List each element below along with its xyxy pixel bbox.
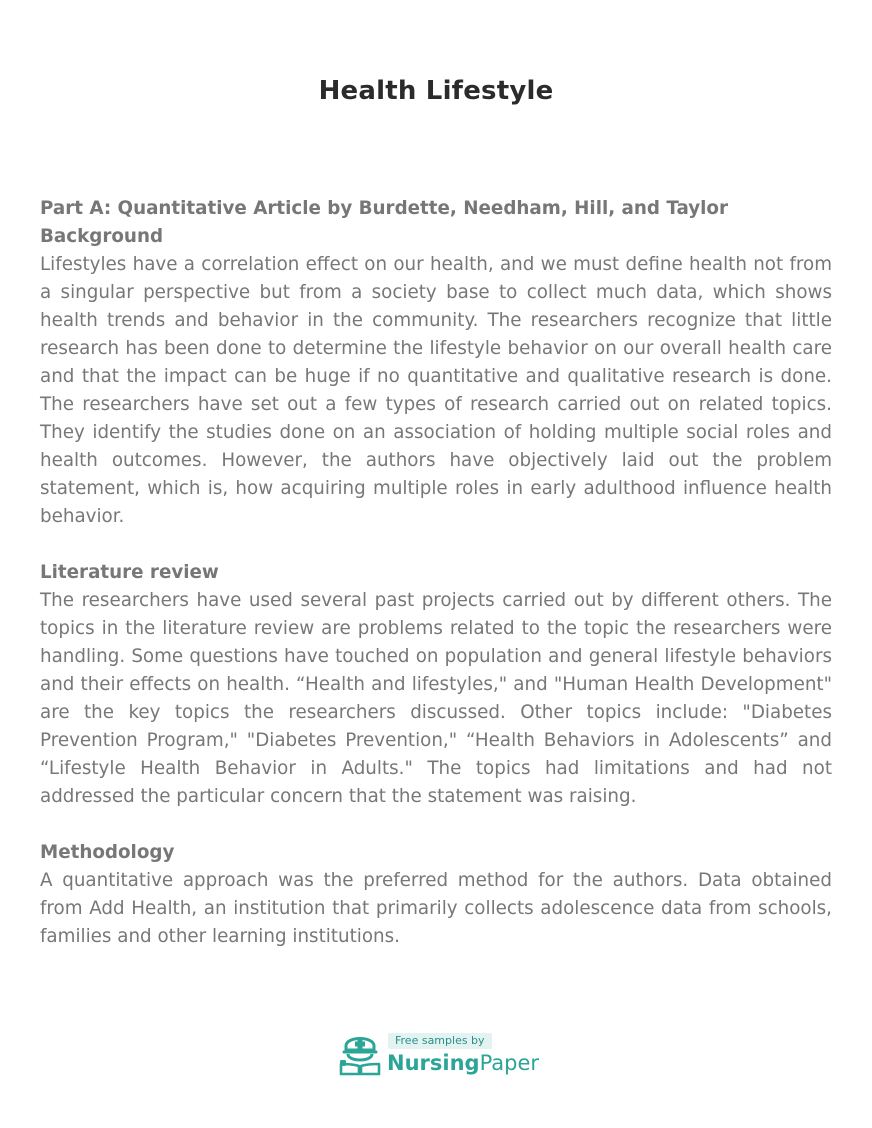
section-spacer xyxy=(40,531,832,559)
section-heading-background: Background xyxy=(40,226,164,247)
section-spacer xyxy=(40,811,832,839)
brand-name-light: Paper xyxy=(479,1051,540,1075)
document-body xyxy=(40,195,832,951)
footer-tagline: Free samples by xyxy=(388,1033,492,1049)
section-heading-literature-review: Literature review xyxy=(40,562,219,583)
nurse-cap-book-icon xyxy=(338,1030,384,1076)
section-paragraph-background: Lifestyles have a correlation effect on our health, and we must define health not from a singular perspective but from a society base to collect much data, which shows health trends and behavior in the community. The researchers recognize that little research has been done to determine the lifestyle behavior on our overall health care and that the impact can be huge if no quantitative and qualitative research is done. The researchers have set out a few types of research carried out on related topics. They identify the studies done on an association of holding multiple social roles and health outcomes. However, the authors have objectively laid out the problem statement, which is, how acquiring multiple roles in early adulthood influence health behavior. xyxy=(40,254,832,527)
section-paragraph-methodology: A quantitative approach was the preferred method for the authors. Data obtained from Add Health, an institution that primarily collects adolescence data from schools, families and other learning institutions. xyxy=(40,870,832,947)
page-title: Health Lifestyle xyxy=(318,76,554,106)
section-paragraph-literature-review: The researchers have used several past projects carried out by different others. The topics in the literature review are problems related to the topic the researchers were handling. Some questions have touched on population and general lifestyle behaviors and their effects on health. “Health and lifestyles," and "Human Health Development" are the key topics the researchers discussed. Other topics include: "Diabetes Prevention Program," "Diabetes Prevention," “Health Behaviors in Adolescents” and “Lifestyle Health Behavior in Adults." The topics had limitations and had not addressed the particular concern that the statement was raising. xyxy=(40,590,832,807)
part-heading: Part A: Quantitative Article by Burdette, Needham, Hill, and Taylor xyxy=(40,198,728,219)
footer-brand xyxy=(338,1030,538,1080)
section-heading-methodology: Methodology xyxy=(40,842,175,863)
brand-name xyxy=(387,1050,539,1076)
brand-name-strong: Nursing xyxy=(387,1051,480,1075)
